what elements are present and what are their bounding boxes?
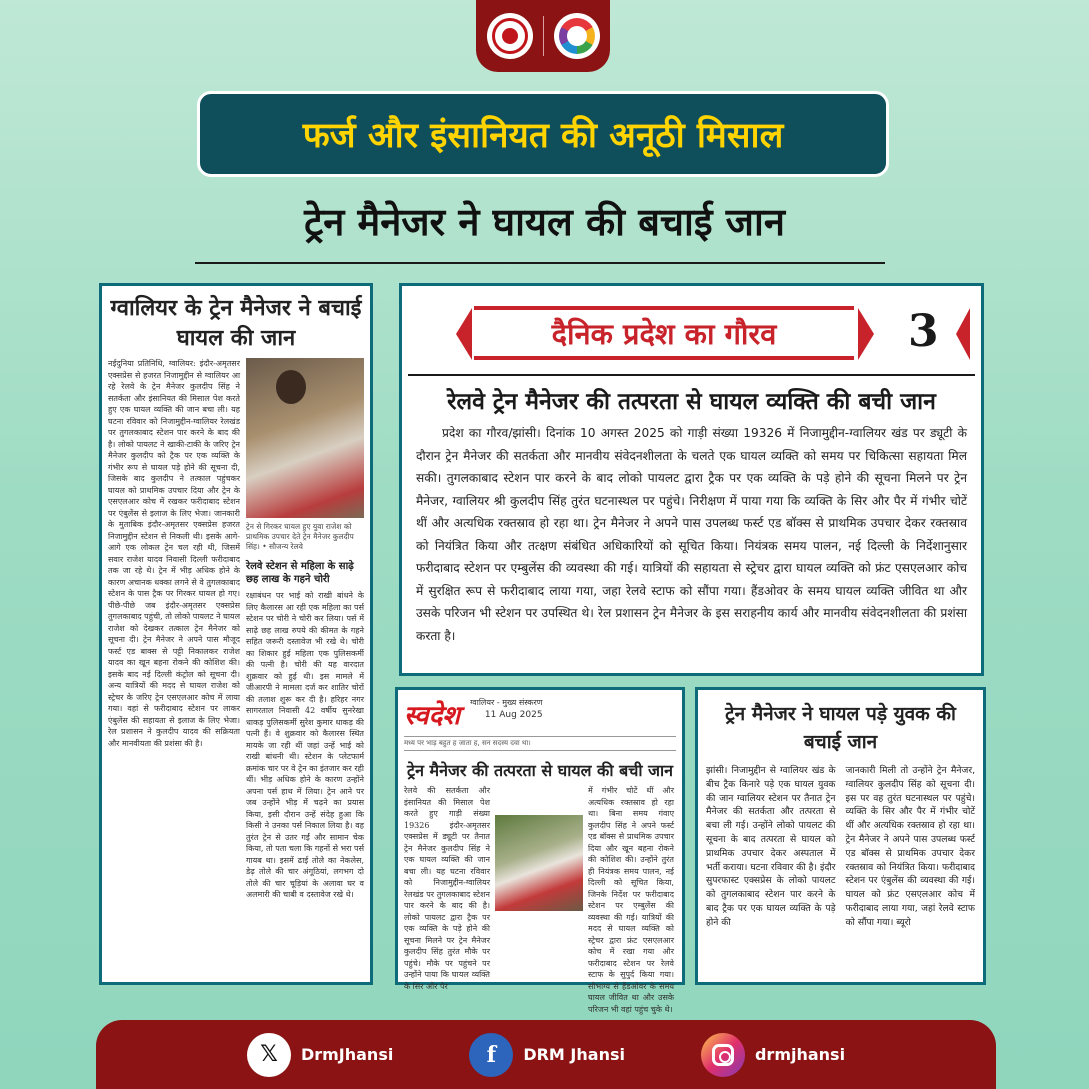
logo-divider bbox=[543, 16, 544, 56]
page-number: 3 bbox=[908, 306, 939, 357]
headline-rule bbox=[195, 262, 885, 264]
banner-right-chevron bbox=[858, 308, 874, 360]
right-clipping-body-a: झांसी। निजामुद्दीन से ग्वालियर खंड के बीच ट्रैक किनारे पड़े एक घायल युवक की जान ग्वालियर स्टेशन पर तैनात ट्रेन मैनेजर की सतर्कता और तत्परता से बचा ली गई। उन्होंने लोको पायलट की सूचना के बाद तत्परता से घायल को प्राथमिक उपचार देकर अस्पताल में भर्ती कराया। घटना रविवार की है। इंदौर सुपरफास्ट एक्सप्रेस के लोको पायलट को तुगलकाबाद स्टेशन पार करने के बाद ट्रैक पर एक घायल व्यक्ति के पड़े होने की bbox=[706, 765, 836, 928]
edition-date: 11 Aug 2025 bbox=[484, 710, 543, 720]
newspaper-clipping-right bbox=[695, 687, 986, 985]
left-clipping-body-a: नईदुनिया प्रतिनिधि, ग्वालियर: इंदौर-अमृतसर एक्सप्रेस से हजरत निजामुद्दीन से ग्वालियर आ रहे रेलवे के ट्रेन मैनेजर कुलदीप सिंह ने सतर्कता और इंसानियत की मिसाल पेश करते हुए एक घायल व्यक्ति की जान बचा ली। यह घटना रविवार को निजामुद्दीन-ग्वालियर रेलखंड पर तुगलकाबाद स्टेशन पार करने के बाद की है। लोको पायलट ने खाकी-टाकी के जरिए ट्रेन मैनेजर कुलदीप को ट्रैक पर एक व्यक्ति के गंभीर रूप से घायल पड़े होने की सूचना दी, जिसके बाद कुलदीप ने तत्काल पहुंचकर घायल को प्राथमिक उपचार दिया और ट्रेन के एसएलआर कोच में रखकर फरीदाबाद स्टेशन पर एंबुलेंस से इलाज के लिए भेजा। जानकारी के मुताबिक इंदौर-अमृतसर एक्सप्रेस हजरत निजामुद्दीन स्टेशन से निकली थी। इसके आगे-आगे एक लोकल ट्रेन चल रही थी, जिसमें सवार राजेश यादव निवासी दिल्ली फरीदाबाद तक जा रहे थे। ट्रेन में भीड़ अधिक होने के कारण अचानक धक्का लगने से वे तुगलकाबाद स्टेशन के पास ट्रैक पर गिरकर घायल हो गए। पीछे-पीछे जब इंदौर-अमृतसर एक्सप्रेस तुगलकाबाद पहुंची, तो लोको पायलट ने घायल राजेश को देखकर तत्काल ट्रेन मैनेजर को सूचना दी। ट्रेन मैनेजर ने अपने पास मौजूद फर्स्ट एड बाक्स से पट्टी निकालकर राजेश यादव का खून बहना रोकने की कोशिश की। इसके बाद नई दिल्ली कंट्रोल को सूचना दी। अन्य यात्रियों की मदद से घायल राजेश को स्ट्रेचर के जरिए ट्रेन एसएलआर कोच में लाया गया। वहां से फरीदाबाद स्टेशन पर लाकर एंबुलेंस की सहायता से इलाज के लिए भेजा। रेल प्रशासन ने कुलदीप यादव की सक्रियता और मानवीयता की प्रशंसा की है। bbox=[108, 359, 240, 748]
swadesh-masthead: स्वदेश bbox=[404, 701, 461, 731]
indian-railways-logo bbox=[487, 13, 533, 59]
banner-ribbon bbox=[474, 306, 854, 360]
headline-box bbox=[197, 91, 889, 177]
swadesh-clipping-photo bbox=[495, 815, 583, 911]
social-footer bbox=[96, 1020, 996, 1089]
edition-label: ग्वालियर - मुख्य संस्करण bbox=[470, 698, 543, 707]
main-clipping-title: रेलवे ट्रेन मैनेजर की तत्परता से घायल व्यक्ति की बची जान bbox=[447, 389, 936, 415]
instagram-handle: drmjhansi bbox=[754, 1045, 846, 1064]
main-clipping-body: प्रदेश का गौरव/झांसी। दिनांक 10 अगस्त 2025 को गाड़ी संख्या 19326 में निजामुद्दीन-ग्वालियर खंड पर ड्यूटी के दौरान ट्रेन मैनेजर की सतर्कता और मानवीय संवेदनशीलता के चलते एक घायल व्यक्ति को समय पर चिकित्सा सहायता मिल सकी। तुगलकाबाद स्टेशन पार करने के बाद लोको पायलट द्वारा ट्रैक पर एक व्यक्ति के पड़े होने की सूचना मिलने पर ट्रेन मैनेजर, ग्वालियर श्री कुलदीप सिंह तुरंत घटनास्थल पर पहुंचे। निरीक्षण में पाया गया कि व्यक्ति के सिर और पैर में गंभीर चोटें थीं और अत्यधिक रक्तस्राव हो रहा था। ट्रेन मैनेजर ने अपने पास उपलब्ध फर्स्ट एड बॉक्स से प्राथमिक उपचार देकर रक्तस्राव को नियंत्रित किया और तत्क्षण संबंधित अधिकारियों को सूचित किया। नियंत्रक समय पालन, नई दिल्ली के निर्देशानुसार फरीदाबाद स्टेशन पर एम्बुलेंस की व्यवस्था की गई। यात्रियों की सहायता से स्ट्रेचर द्वारा घायल व्यक्ति को फ्रंट एसएलआर कोच में सुरक्षित रूप से फरीदाबाद लाया गया, जहा रेलवे स्टाफ को सौंपा गया। हैंडओवर के समय घायल व्यक्ति जीवित था और उसके परिजन भी स्टेशन पर उपस्थित थे। रेल प्रशासन ट्रेन मैनेजर के इस सराहनीय कार्य और मानवीय संवेदनशीलता की प्रशंसा करता है। bbox=[416, 426, 967, 643]
newspaper-clipping-main bbox=[399, 283, 984, 676]
left-clipping-photo-caption: ट्रेन से गिरकर घायल हुए युवा राजेश को प्राथमिक उपचार देते ट्रेन मैनेजर कुलदीप सिंह। • सौजन्य रेलवे bbox=[246, 522, 354, 551]
swadesh-clipping-title: ट्रेन मैनेजर की तत्परता से घायल की बची जान bbox=[407, 761, 673, 780]
left-clipping-title: ग्वालियर के ट्रेन मैनेजर ने बचाई घायल की जान bbox=[110, 296, 362, 351]
right-clipping-title: ट्रेन मैनेजर ने घायल पड़े युवक की बचाई जान bbox=[725, 703, 956, 753]
facebook-handle: DRM Jhansi bbox=[523, 1045, 625, 1064]
edition-strip: मध्य पर भाड़ बहुत ह जाता ह, सन सदस्य दवा था। bbox=[404, 736, 676, 751]
left-clipping-photo bbox=[246, 358, 364, 518]
right-clipping-body-b: जानकारी मिली तो उन्होंने ट्रेन मैनेजर, ग्वालियर कुलदीप सिंह को सूचना दी। इस पर वह तुरंत घटनास्थल पर पहुंचे। व्यक्ति के सिर और पैर में गंभीर चोटें थीं और अत्यधिक रक्तस्राव हो रहा था। ट्रेन मैनेजर ने अपने पास उपलब्ध फर्स्ट एड बॉक्स से प्राथमिक उपचार देकर रक्तस्राव को नियंत्रित किया। फरीदाबाद स्टेशन पर एंबुलेंस की व्यवस्था की गई। घायल को फ्रंट एसएलआर कोच में फरीदाबाद लाया गया, जहां रेलवे स्टाफ को सौंपा गया। ब्यूरो bbox=[845, 765, 975, 928]
social-facebook-link[interactable] bbox=[469, 1033, 625, 1077]
left-clipping-subheadline: रेलवे स्टेशन से महिला के साढ़े छह लाख के गहने चोरी bbox=[246, 561, 354, 585]
swadesh-body-col-b: में गंभीर चोटें थीं और अत्यधिक रक्तस्राव हो रहा था। बिना समय गंवाए कुलदीप सिंह ने अपने फर्स्ट एड बॉक्स से प्राथमिक उपचार दिया और खून बहना रोकने की कोशिश की। उन्होंने तुरंत ही नियंत्रक समय पालन, नई दिल्ली को सूचित किया, जिनके निर्देश पर फरीदाबाद स्टेशन पर एम्बुलेंस की व्यवस्था की गई। यात्रियों की मदद से घायल व्यक्ति को स्ट्रेचर द्वारा फ्रंट एसएलआर कोच में रखा गया और फरीदाबाद स्टेशन पर रेलवे स्टाफ के सुपुर्द किया गया। सौभाग्य से हैंडओवर के समय घायल जीवित था और उसके परिजन भी वहां पहुंच चुके थे। bbox=[588, 786, 674, 1014]
newspaper-clipping-left bbox=[99, 283, 373, 985]
facebook-icon: f bbox=[469, 1033, 513, 1077]
banner-left-chevron bbox=[456, 308, 472, 360]
header-logo-tab bbox=[476, 0, 610, 72]
newspaper-clipping-swadesh bbox=[395, 687, 685, 1014]
banner-title: दैनिक प्रदेश का गौरव bbox=[551, 316, 777, 351]
social-x-link[interactable] bbox=[247, 1033, 393, 1077]
banner-edge-chevron bbox=[956, 308, 970, 360]
clipping-banner bbox=[408, 300, 978, 366]
social-instagram-link[interactable] bbox=[701, 1033, 845, 1077]
subheadline: ट्रेन मैनेजर ने घायल की बचाई जान bbox=[304, 200, 785, 244]
headline: फर्ज और इंसानियत की अनूठी मिसाल bbox=[302, 115, 784, 156]
international-year-of-cooperatives-logo bbox=[554, 13, 600, 59]
instagram-icon bbox=[701, 1033, 745, 1077]
x-handle: DrmJhansi bbox=[300, 1045, 394, 1064]
swadesh-body-col-a: रेलवे की सतर्कता और इंसानियत की मिसाल पेश करते हुए गाड़ी संख्या 19326 इंदौर-अमृतसर एक्सप्रेस में ड्यूटी पर तैनात ट्रेन मैनेजर कुलदीप सिंह ने एक घायल व्यक्ति की जान बचा ली। यह घटना रविवार को निजामुद्दीन-ग्वालियर रेलखंड पर तुगलकाबाद स्टेशन पार करने के बाद की है। लोको पायलट द्वारा ट्रैक पर एक व्यक्ति के पड़े होने की सूचना मिलने पर ट्रेन मैनेजर कुलदीप सिंह तुरंत मौके पर पहुंचे। मौके पर पहुंचने पर उन्होंने पाया कि घायल व्यक्ति के सिर और पैर bbox=[404, 786, 490, 991]
x-logo-icon: 𝕏 bbox=[247, 1033, 291, 1077]
left-clipping-body-b: रक्षाबंधन पर भाई को राखी बांधने के लिए कैलारस आ रही एक महिला का पर्स स्टेशन पर चोरी ने चोरी कर लिया। पर्स में साढ़े छह लाख रुपये की कीमत के गहने सहित जरूरी दस्तावेज भी रखे थे। चोरी का शिकार हुई महिला एक पुलिसकर्मी की पत्नी है। चोरी की यह वारदात शुक्रवार को हुई थी। इस मामले में जीआरपी ने मामला दर्ज कर शातिर चोरों की तलाश शुरू कर दी है। हरिहर नगर सागरताल निवासी 42 वर्षीय सुनरेखा धाकड़ पुलिसकर्मी सुरेश कुमार धाकड़ की पत्नी हैं। वे शुक्रवार को कैलारस स्थित मायके जा रही थीं जहां उन्हें भाई को राखी बांधनी थी। स्टेशन के प्लेटफार्म क्रमांक चार पर वे ट्रेन का इंतजार कर रही थीं। भीड़ अधिक होने के कारण उन्होंने अपना पर्स हाथ में लिया। ट्रेन आने पर जब उन्होंने भीड़ में चढ़ने का प्रयास किया, इसी दौरान उन्हें संदेह हुआ कि किसी ने उनका पर्स निकाल लिया है। वह तुरंत ट्रेन से उतर गईं और सामान चेक किया, तो पता चला कि गहनों से भरा पर्स गायब था। इसमें ढाई तोले का नेकलेस, डेढ़ तोले की चार अंगूठियां, लगभग दो तोले की चार चूड़ियां के अलावा घर व अलमारी की चाबी व दस्तावेज रखे थे। bbox=[246, 591, 365, 899]
